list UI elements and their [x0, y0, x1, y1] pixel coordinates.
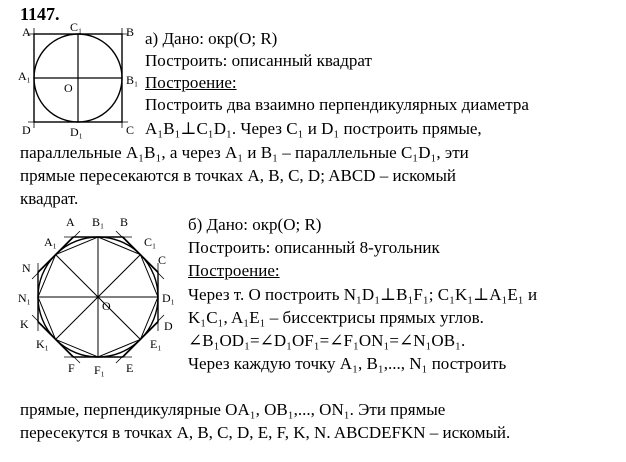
label-b-a: A — [66, 215, 75, 229]
label-d: D — [22, 123, 31, 137]
label-a: A — [22, 25, 31, 39]
label-b: B — [126, 25, 135, 39]
label-b-b: B — [120, 215, 129, 229]
label-b-c1: C₁ — [144, 235, 157, 249]
part-b-line-2: Построить: описанный 8-угольник — [188, 238, 440, 257]
label-b-n: N — [22, 261, 31, 275]
part-b-line-7: Через каждую точку A₁, B₁,..., N₁ построить — [188, 354, 507, 373]
label-a1: A₁ — [18, 69, 31, 83]
label-c1: C₁ — [70, 22, 83, 34]
label-b1: B₁ — [126, 73, 139, 87]
label-b-c: C — [158, 253, 167, 267]
label-b-d1: D₁ — [162, 291, 175, 305]
label-b-e: E — [126, 361, 134, 375]
label-b-a1: A₁ — [44, 235, 57, 249]
label-b-d: D — [164, 319, 173, 333]
label-b-f: F — [68, 361, 75, 375]
part-b-line-4: Через т. O построить N₁D₁⊥B₁F₁; C₁K₁⊥A₁E₁ и — [188, 285, 538, 304]
part-a-line-3: Построение: — [145, 73, 237, 92]
label-b-o: O — [102, 299, 111, 313]
label-d1: D₁ — [70, 125, 83, 139]
label-b-n1: N₁ — [18, 291, 31, 305]
part-b-line-5: K₁C₁, A₁E₁ – биссектрисы прямых углов. — [188, 308, 484, 327]
label-b-k1: K₁ — [36, 337, 49, 351]
part-b-line-1: б) Дано: окр(O; R) — [188, 215, 322, 234]
part-b-line-6: ∠B₁OD₁=∠D₁OF₁=∠F₁ON₁=∠N₁OB₁. — [188, 331, 466, 350]
label-b-k: K — [20, 317, 29, 331]
part-a-line-5: A₁B₁⊥C₁D₁. Через C₁ и D₁ построить прямые, — [145, 119, 482, 138]
label-b-e1: E₁ — [150, 337, 162, 351]
label-o: O — [64, 81, 73, 95]
part-b-line-8: прямые, перпендикулярные OA₁, OB₁,..., ON₁. Эти прямые — [20, 400, 446, 419]
figure-b-octagon — [10, 212, 180, 382]
part-a-line-2: Построить: описанный квадрат — [145, 51, 372, 70]
problem-number: 1147. — [20, 4, 60, 24]
label-c: C — [126, 123, 135, 137]
part-a-line-4: Построить два взаимно перпендикулярных диаметра — [145, 95, 529, 114]
part-b-line-9: пересекутся в точках A, B, C, D, E, F, K, N. ABCDEFKN – искомый. — [20, 423, 511, 442]
label-b-f1: F₁ — [94, 363, 105, 377]
part-a-line-1: а) Дано: окр(O; R) — [145, 29, 278, 48]
part-b-line-3: Построение: — [188, 261, 280, 280]
part-a-line-6: параллельные A₁B₁, а через A₁ и B₁ – параллельные C₁D₁, эти — [20, 143, 469, 162]
part-a-line-8: квадрат. — [20, 189, 79, 208]
figure-a-square — [8, 22, 148, 142]
label-b-b1: B₁ — [92, 215, 105, 229]
part-a-line-7: прямые пересекаются в точках A, B, C, D; ABCD – искомый — [20, 166, 456, 185]
